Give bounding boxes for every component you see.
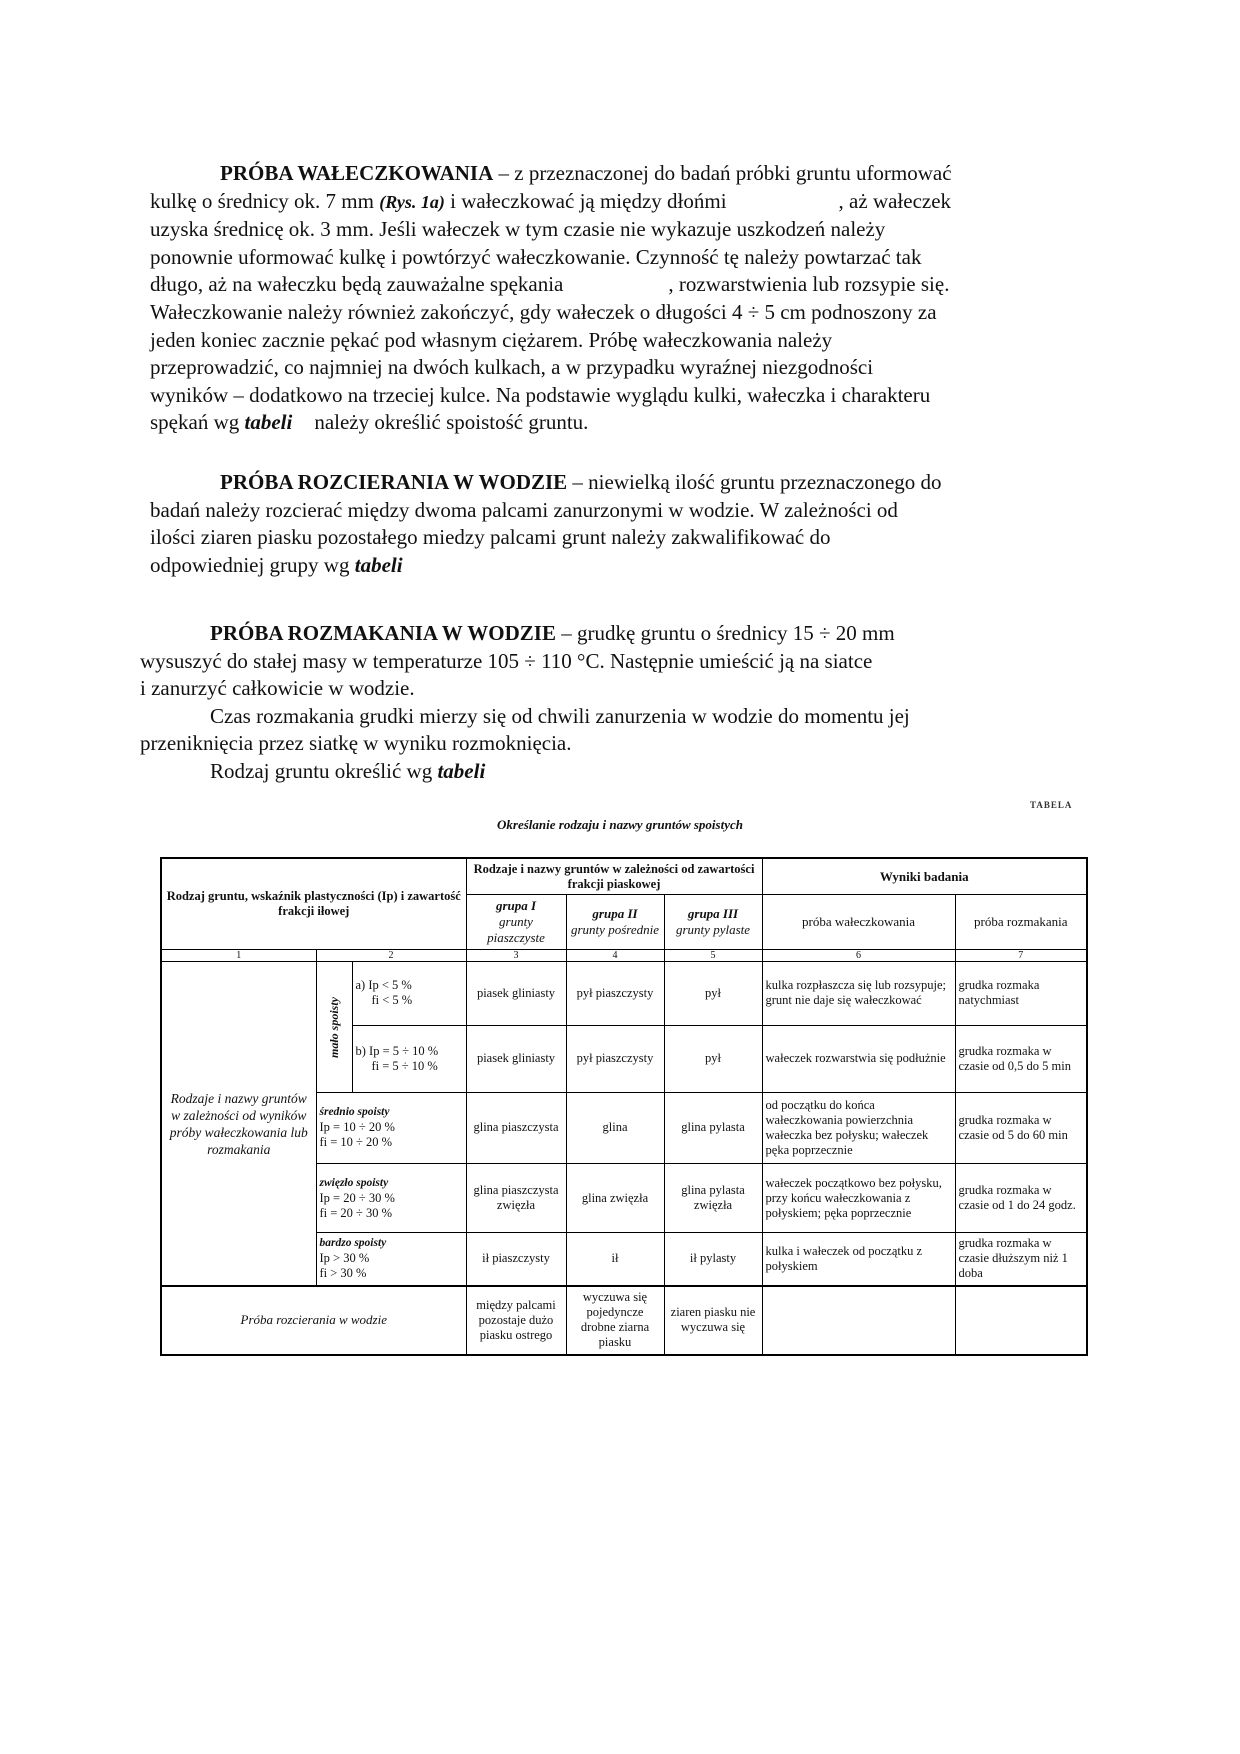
- text: ponownie uformować kulkę i powtórzyć wałeczkowanie. Czynność tę należy powtarzać tak: [150, 244, 922, 269]
- table-title: Określanie rodzaju i nazwy gruntów spoistych: [497, 817, 743, 832]
- criteria-cell: [352, 1025, 466, 1092]
- rozmak-result: grudka rozmaka w czasie dłuższym niż 1 doba: [955, 1233, 1087, 1286]
- col-number: 3: [466, 950, 566, 962]
- col-number: 6: [762, 950, 955, 962]
- text: ilości ziaren piasku pozostałego miedzy palcami grunt należy zakwalifikować do: [150, 525, 831, 550]
- text: badań należy rozcierać między dwoma palcami zanurzonymi w wodzie. W zależności od: [150, 497, 898, 522]
- walec-result: kulka i wałeczek od początku z połyskiem: [762, 1233, 955, 1286]
- col-number: 5: [664, 950, 762, 962]
- paragraph-walec: [150, 160, 1063, 437]
- malo-spoisty-label: mało spoisty: [327, 996, 341, 1058]
- text: długo, aż na wałeczku będą zauważalne spękania: [150, 272, 564, 297]
- criteria-name: bardzo spoisty: [319, 1237, 387, 1250]
- group-1-cell: ił piaszczysty: [466, 1233, 566, 1286]
- walec-result: od początku do końca wałeczkowania powierzchnia wałeczka bez połysku; wałeczek pęka poprzecznie: [762, 1092, 955, 1163]
- text: wyników – dodatkowo na trzeciej kulce. Na podstawie wyglądu kulki, wałeczka i charakteru: [150, 382, 931, 407]
- criteria-fi: fi = 20 ÷ 30 %: [319, 1205, 393, 1220]
- col-number: 7: [955, 950, 1087, 962]
- table-row: [161, 962, 1087, 1025]
- criteria-ip: a) Ip < 5 %: [355, 978, 412, 993]
- soil-classification-table: [160, 857, 1088, 1356]
- text: spękań wg: [150, 410, 245, 435]
- text: odpowiedniej grupy wg: [150, 552, 355, 577]
- group-3-label: grupa III: [687, 906, 739, 922]
- text: – grudkę gruntu o średnicy 15 ÷ 20 mm: [555, 621, 895, 645]
- criteria-cell: [316, 1092, 466, 1163]
- header-rozmak: próba rozmakania: [955, 895, 1087, 950]
- criteria-fi: fi = 5 ÷ 10 %: [371, 1058, 438, 1073]
- group-3-cell: glina pylasta zwięzła: [664, 1163, 762, 1232]
- text: Rodzaj gruntu określić wg: [210, 758, 438, 783]
- text: , rozwarstwienia lub rozsypie się.: [668, 272, 950, 297]
- col-number: 1: [161, 950, 316, 962]
- walec-result: wałeczek początkowo bez połysku, przy końcu wałeczkowania z połyskiem; pęka poprzecznie: [762, 1163, 955, 1232]
- rozmak-result: grudka rozmaka w czasie od 0,5 do 5 min: [955, 1025, 1087, 1092]
- walec-result: wałeczek rozwarstwia się podłużnie: [762, 1025, 955, 1092]
- table-row-rozcieranie: [161, 1286, 1087, 1355]
- rozmak-result: grudka rozmaka w czasie od 1 do 24 godz.: [955, 1163, 1087, 1232]
- header-group-3: [664, 895, 762, 950]
- group-3-cell: pył: [664, 1025, 762, 1092]
- side-label: Rodzaje i nazwy gruntów w zależności od wyników próby wałeczkowania lub rozmakania: [161, 962, 316, 1286]
- group-2-cell: glina zwięzła: [566, 1163, 664, 1232]
- header-soil-type: Rodzaj gruntu, wskaźnik plastyczności (Ip) i zawartość frakcji iłowej: [161, 858, 466, 950]
- header-group-1: [466, 895, 566, 950]
- header-group-2: [566, 895, 664, 950]
- criteria-cell: [352, 962, 466, 1025]
- group-2-cell: glina: [566, 1092, 664, 1163]
- group-2-cell: wyczuwa się pojedyncze drobne ziarna piasku: [566, 1286, 664, 1355]
- group-1-cell: glina piaszczysta zwięzła: [466, 1163, 566, 1232]
- figure-ref: (Rys. 1a): [379, 191, 445, 212]
- table-ref: tabeli: [437, 758, 486, 783]
- text: – niewielką ilość gruntu przeznaczonego do: [567, 470, 942, 494]
- heading-rozmakanie: PRÓBA ROZMAKANIA W WODZIE: [210, 621, 556, 645]
- criteria-fi: fi > 30 %: [319, 1266, 367, 1281]
- walec-result: [762, 1286, 955, 1355]
- text: jeden koniec zacznie pękać pod własnym ciężarem. Próbę wałeczkowania należy: [150, 327, 833, 352]
- text: uzyska średnicę ok. 3 mm. Jeśli wałeczek w tym czasie nie wykazuje uszkodzeń należy: [150, 217, 886, 242]
- header-results: Wyniki badania: [762, 858, 1087, 895]
- group-1-cell: piasek gliniasty: [466, 962, 566, 1025]
- rozmak-result: grudka rozmaka natychmiast: [955, 962, 1087, 1025]
- walec-result: kulka rozpłaszcza się lub rozsypuje; grunt nie daje się wałeczkować: [762, 962, 955, 1025]
- group-1-cell: między palcami pozostaje dużo piasku ostrego: [466, 1286, 566, 1355]
- group-2-cell: pył piaszczysty: [566, 962, 664, 1025]
- group-3-cell: ziaren piasku nie wyczuwa się: [664, 1286, 762, 1355]
- criteria-ip: Ip = 10 ÷ 20 %: [319, 1120, 395, 1135]
- rozmak-result: [955, 1286, 1087, 1355]
- criteria-fi: fi < 5 %: [371, 993, 413, 1008]
- criteria-ip: Ip = 20 ÷ 30 %: [319, 1190, 395, 1205]
- text: kulkę o średnicy ok. 7 mm: [150, 188, 380, 213]
- group-2-label: grupa II: [592, 906, 638, 922]
- group-3-cell: ił pylasty: [664, 1233, 762, 1286]
- criteria-fi: fi = 10 ÷ 20 %: [319, 1135, 393, 1150]
- criteria-ip: Ip > 30 %: [319, 1251, 370, 1266]
- text: i wałeczkować ją między dłońmi: [444, 188, 727, 213]
- criteria-cell: [316, 1163, 466, 1232]
- criteria-cell: [316, 1233, 466, 1286]
- group-1-cell: piasek gliniasty: [466, 1025, 566, 1092]
- malo-spoisty-cell: [316, 962, 352, 1092]
- group-1-sub: grunty piaszczyste: [487, 914, 545, 946]
- criteria-ip: b) Ip = 5 ÷ 10 %: [355, 1043, 439, 1058]
- text: Wałeczkowanie należy również zakończyć, gdy wałeczek o długości 4 ÷ 5 cm podnoszony za: [150, 299, 937, 324]
- group-3-sub: grunty pylaste: [676, 922, 751, 938]
- heading-walec: PRÓBA WAŁECZKOWANIA: [220, 161, 494, 185]
- text: wysuszyć do stałej masy w temperaturze 105 ÷ 110 °C. Następnie umieścić ją na siatce: [140, 648, 873, 673]
- group-2-sub: grunty pośrednie: [571, 922, 659, 938]
- criteria-name: średnio spoisty: [319, 1106, 390, 1119]
- group-3-cell: glina pylasta: [664, 1092, 762, 1163]
- text: przeprowadzić, co najmniej na dwóch kulkach, a w przypadku wyraźnej niezgodności: [150, 355, 874, 380]
- table-tag: TABELA: [1030, 800, 1073, 810]
- col-number: 4: [566, 950, 664, 962]
- criteria-name: zwięzło spoisty: [319, 1176, 389, 1189]
- group-2-cell: ił: [566, 1233, 664, 1286]
- text: – z przeznaczonej do badań próbki gruntu uformować: [493, 161, 952, 185]
- text: i zanurzyć całkowicie w wodzie.: [140, 676, 415, 701]
- header-groups: Rodzaje i nazwy gruntów w zależności od zawartości frakcji piaskowej: [466, 858, 762, 895]
- text: Czas rozmakania grudki mierzy się od chwili zanurzenia w wodzie do momentu jej: [210, 703, 910, 728]
- rozmak-result: grudka rozmaka w czasie od 5 do 60 min: [955, 1092, 1087, 1163]
- table-ref: tabeli: [244, 410, 293, 435]
- paragraph-rozmakanie: [140, 620, 1063, 786]
- text: należy określić spoistość gruntu.: [314, 410, 589, 435]
- group-3-cell: pył: [664, 962, 762, 1025]
- col-number: 2: [316, 950, 466, 962]
- text: , aż wałeczek: [838, 188, 952, 213]
- group-2-cell: pył piaszczysty: [566, 1025, 664, 1092]
- text: przeniknięcia przez siatkę w wyniku rozmoknięcia.: [140, 731, 572, 756]
- header-walec: próba wałeczkowania: [762, 895, 955, 950]
- heading-rozcieranie: PRÓBA ROZCIERANIA W WODZIE: [220, 470, 568, 494]
- table-ref: tabeli: [354, 552, 403, 577]
- rozcieranie-label: Próba rozcierania w wodzie: [161, 1286, 466, 1355]
- paragraph-rozcieranie: [150, 469, 1063, 579]
- group-1-cell: glina piaszczysta: [466, 1092, 566, 1163]
- group-1-label: grupa I: [495, 898, 537, 914]
